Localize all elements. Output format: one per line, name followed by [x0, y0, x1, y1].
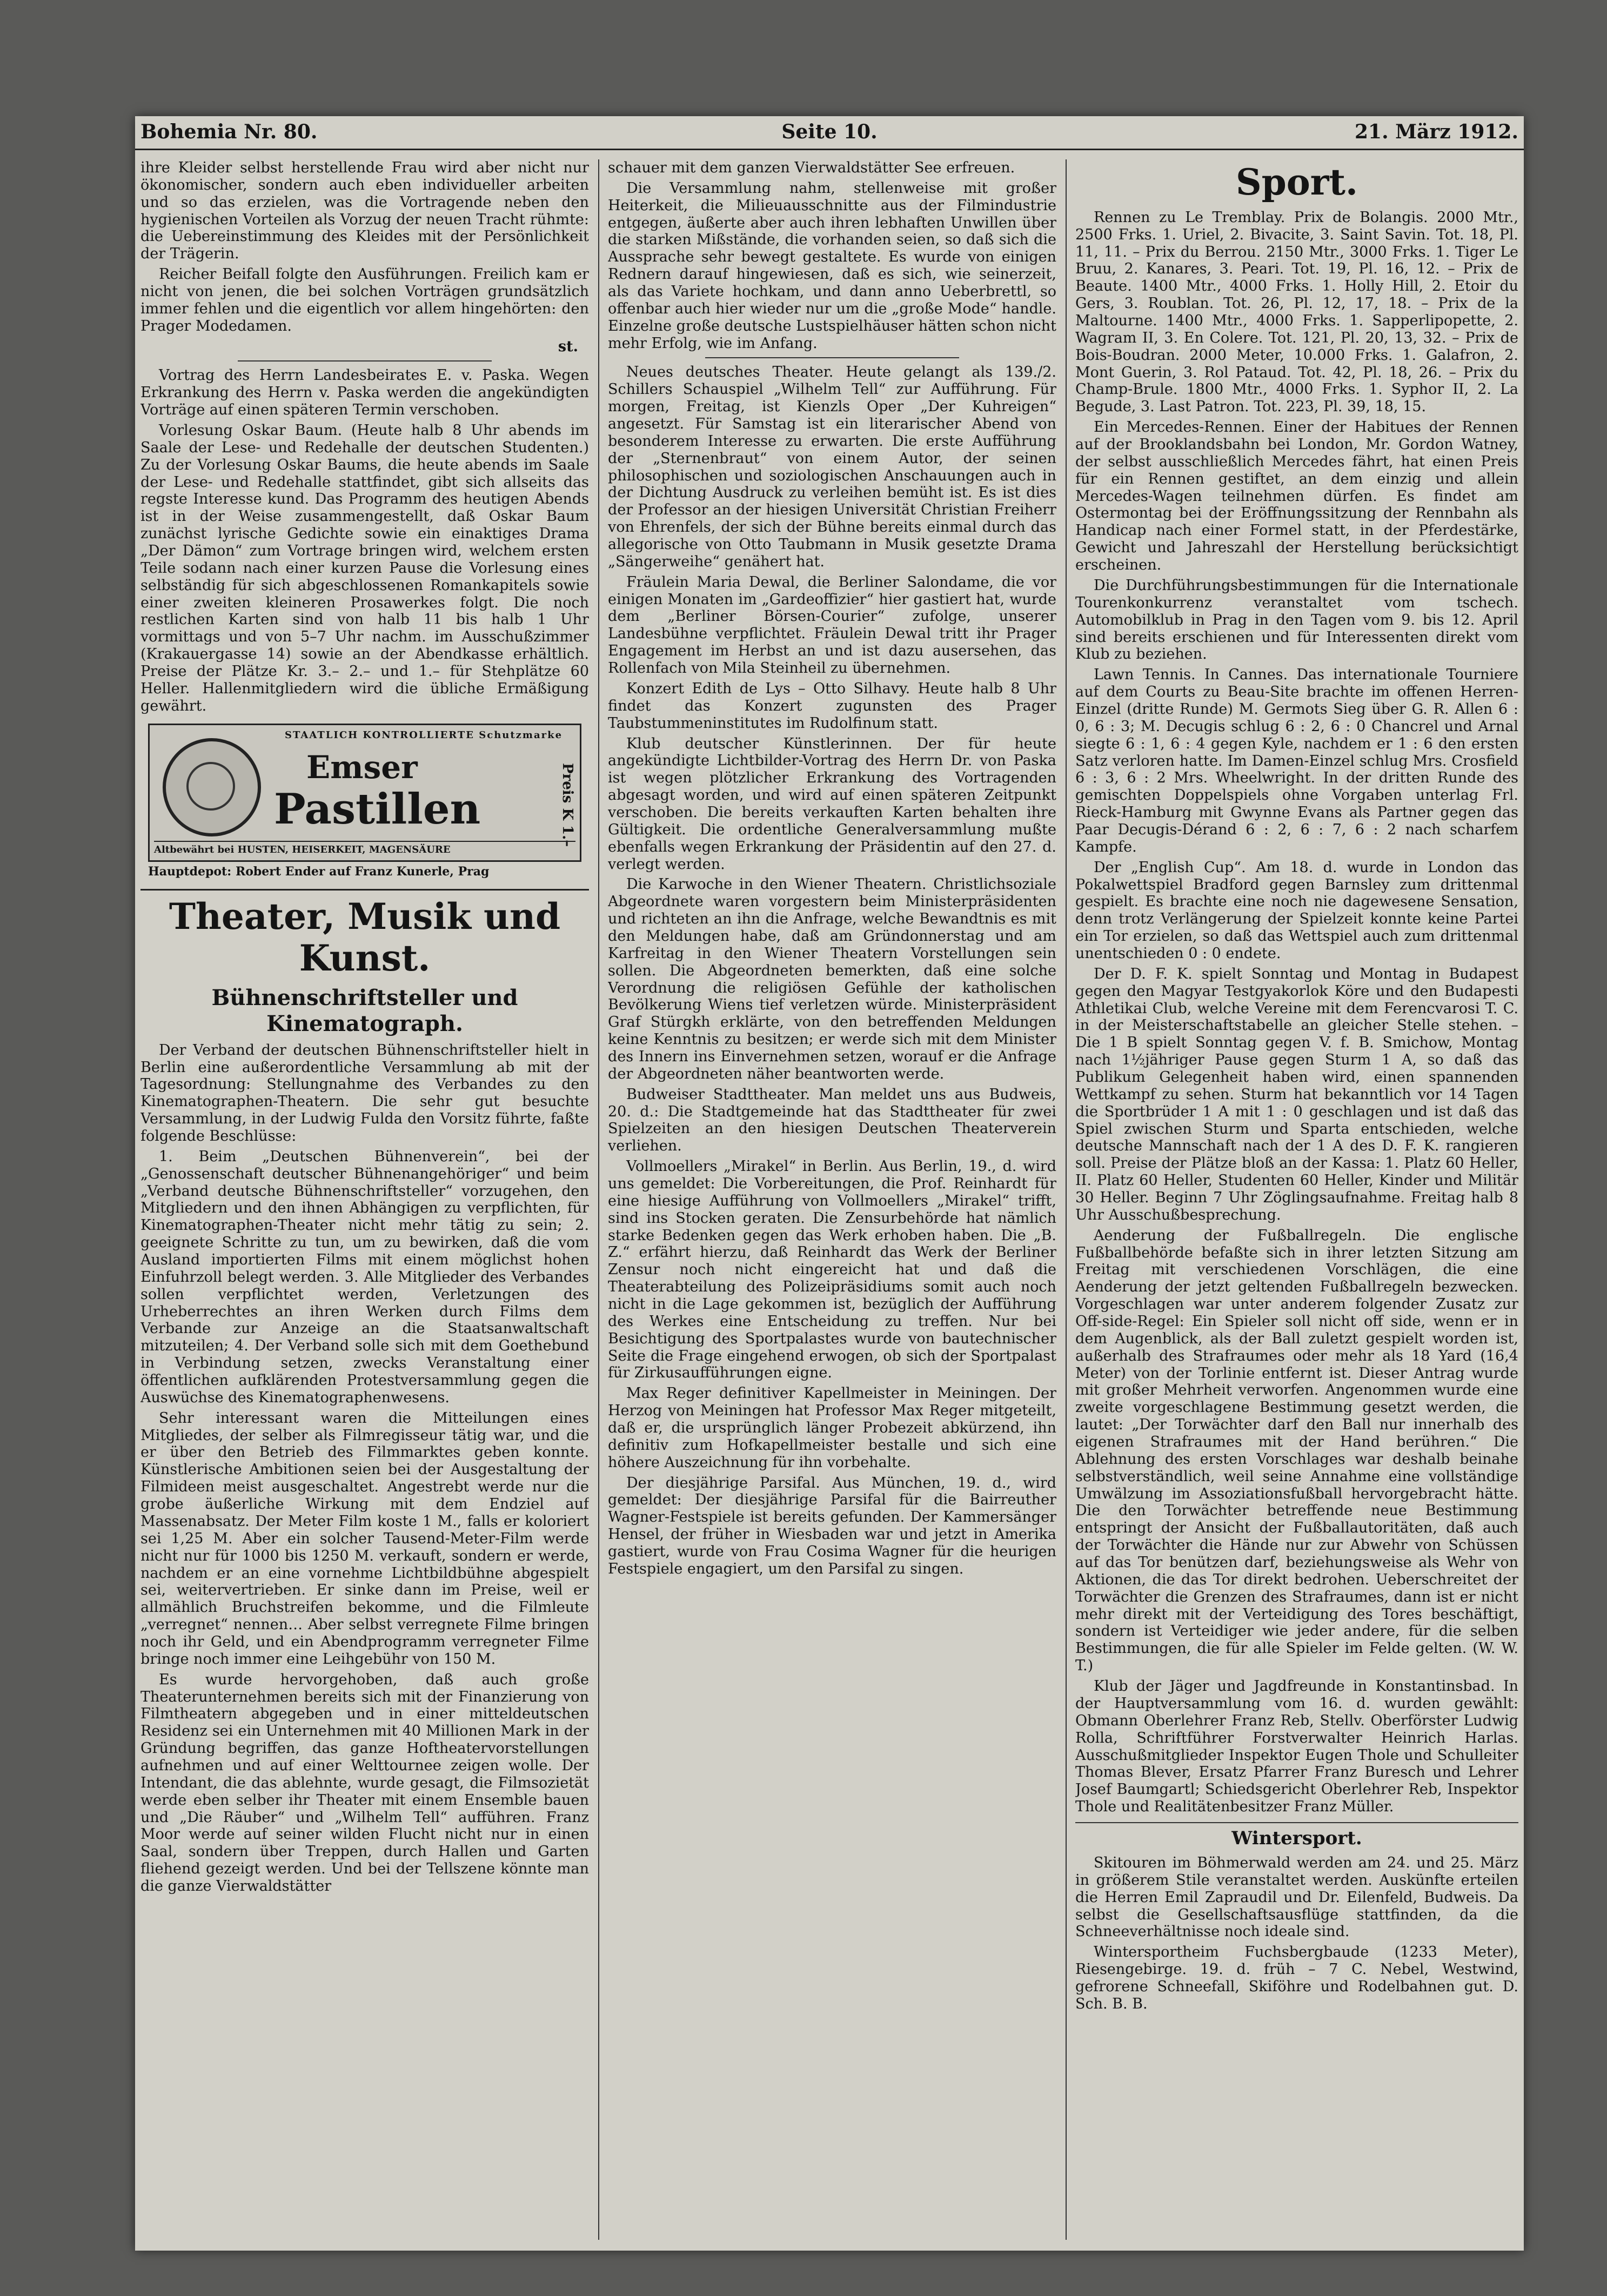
notice-mercedes-rennen: Ein Mercedes-Rennen. Einer der Habitues der Rennen auf der Brooklandsbahn bei London, Mr. Gordon Watney, der selbst ausschließlich Mercedes fährt, hat einen Preis für ein Rennen gestiftet, an dem einzig und allein Mercedes-Wagen teilnehmen dürfen. Es findet am Ostermontag bei der Eröffnungssitzung der Rennbahn als Handicap nach einer Formel statt, in der Pferdestärke, Gewicht und Jahreszahl der Herstellung berücksichtigt erscheinen. [1075, 419, 1518, 574]
ad-product-name: Pastillen [274, 784, 481, 834]
notice-dfk: Der D. F. K. spielt Sonntag und Montag in Budapest gegen den Magyar Testgyakorlok Köre und den Budapesti Athletikai Club, welche Vereine mit dem Ferencvarosi T. C. in der Meisterschaftstabelle an gleicher Stelle stehen. – Die 1 B spielt Sonntag gegen V. f. B. Smichow, Montag nach 1½jähriger Pause gegen Sturm 1 A, so daß das Publikum Gelegenheit haben wird, einen spannenden Wettkampf zu sehen. Sturm hat bekanntlich vor 14 Tagen die Sportbrüder 1 A mit 1 : 0 geschlagen und ist daß das Spiel zwischen Sturm und Sparta entschieden, welche deutsche Mannschaft nach der 1 A des D. F. K. rangieren soll. Preise der Plätze bloß an der Kassa: 1. Platz 60 Heller, II. Platz 60 Heller, Studenten 60 Heller, Kinder und Militär 30 Heller. Beginn 7 Uhr Zöglingsaufnahme. Freitag halb 8 Uhr Ausschußbesprechung. [1075, 965, 1518, 1223]
notice-konzert: Konzert Edith de Lys – Otto Silhavy. Heute halb 8 Uhr findet das Konzert zugunsten des Prager Taubstummeninstitutes im Rudolfinum statt. [608, 680, 1056, 732]
emser-pastillen-advertisement [148, 724, 581, 862]
article-paragraph: Sehr interessant waren die Mitteilungen eines Mitgliedes, der selber als Filmregisseur tätig war, und die er über den Betrieb des Filmmarktes geben konnte. Künstlerische Ambitionen seien bei der Ausgestaltung der Filmideen meist ausgeschaltet. Angestrebt werde nur die grobe äußerliche Wirkung mit dem Endziel auf Massenabsatz. Der Meter Film koste 1 M., falls er koloriert sei 1,25 M. Aber ein solcher Tausend-Meter-Film werde nicht nur für 1000 bis 1250 M. verkauft, sondern er werde, nachdem er an eine vornehme Lichtbildbühne abgespielt sei, weitervertrieben. Er sinke dann im Preise, weil er allmählich Bruchstreifen bekomme, und die Filmleute „verregnet“ nennen… Aber selbst verregnete Filme bringen noch ihr Geld, und ein Abendprogramm verregneter Filme bringe noch immer eine Leihgebühr von 150 M. [140, 1409, 589, 1668]
notice-budweiser-stadttheater: Budweiser Stadttheater. Man meldet uns aus Budweis, 20. d.: Die Stadtgemeinde hat das Stadttheater für zwei Spielzeiten an den hiesigen Deutschen Theaterverein verliehen. [608, 1086, 1056, 1155]
column-3 [1075, 159, 1518, 2240]
notice-oskar-baum: Vorlesung Oskar Baum. (Heute halb 8 Uhr abends im Saale der Lese- und Redehalle der deutschen Studenten.) Zu der Vorlesung Oskar Baums, die heute abends im Saale der Lese- und Redehalle stattfindet, gibt sich allseits das regste Interesse kund. Das Programm des heutigen Abends ist in der Weise zusammengestellt, daß Oskar Baum zunächst lyrische Gedichte sowie ein einaktiges Drama „Der Dämon“ zum Vortrage bringen wird, welchem ersten Teile sodann nach einer kurzen Pause die Vorlesung eines selbständig für sich abgeschlossenen Romankapitels sowie einer zweiten kleineren Prosawerkes folgt. Die noch restlichen Karten sind von halb 11 bis halb 1 Uhr vormittags und von 5–7 Uhr nachm. im Ausschußzimmer (Krakauergasse 14) sowie an der Abendkasse erhältlich. Preise der Plätze Kr. 3.– 2.– und 1.– für Stehplätze 60 Heller. Hallenmitgliedern wird die übliche Ermäßigung gewährt. [140, 422, 589, 714]
section-title-theater: Theater, Musik und Kunst. [140, 889, 589, 980]
notice-fuchsbergbaude: Wintersportheim Fuchsbergbaude (1233 Meter), Riesengebirge. 19. d. früh – 7 C. Nebel, Westwind, gefrorene Schneefall, Skiföhre und Rodelbahnen gut. D. Sch. B. B. [1075, 1944, 1518, 2012]
notice-tourenkonkurrenz: Die Durchführungsbestimmungen für die Internationale Tourenkonkurrenz veranstaltet vom tschech. Automobilklub in Prag in den Tagen vom 9. bis 12. April sind bereits erschienen und für Interessenten direkt vom Klub zu beziehen. [1075, 577, 1518, 663]
notice-mirakel: Vollmoellers „Mirakel“ in Berlin. Aus Berlin, 19., d. wird uns gemeldet: Die Vorbereitungen, die Prof. Reinhardt für eine hiesige Aufführung von Vollmoellers „Mirakel“ trifft, sind ins Stocken geraten. Die Zensurbehörde hat nämlich starke Bedenken gegen das Werk erhoben haben. Die „B. Z.“ erfährt hierzu, daß Reinhardt das Werk der Berliner Zensur noch nicht eingereicht hat und daß die Theaterabteilung des Polizeipräsidiums somit auch noch nicht in die Lage gekommen ist, bezüglich der Aufführung des Werkes eine Entscheidung zu treffen. Nur bei Besichtigung des Sportpalastes wurde von bautechnischer Seite die Frage eingehend erwogen, ob sich der Sportpalast für Zirkusaufführungen eigne. [608, 1158, 1056, 1382]
notice-jaeger-klub: Klub der Jäger und Jagdfreunde in Konstantinsbad. In der Hauptversammlung vom 16. d. wurden gewählt: Obmann Oberlehrer Franz Reb, Stellv. Oberförster Ludwig Rolla, Schriftführer Forstverwalter Heinrich Harlas. Ausschußmitglieder Inspektor Eugen Thole und Schulleiter Thomas Blever, Ersatz Pfarrer Franz Buresch und Lehrer Josef Baumgartl; Schiedsgericht Oberlehrer Reb, Inspektor Thole und Realitätenbesitzer Franz Müller. [1075, 1678, 1518, 1816]
separator [238, 360, 492, 362]
column-2 [608, 159, 1056, 2240]
ad-control-mark: STAATLICH KONTROLLIERTE Schutzmarke [285, 729, 563, 741]
column-rule-1 [598, 159, 599, 2240]
issue-date: 21. März 1912. [1354, 121, 1518, 143]
notice-paska: Vortrag des Herrn Landesbeirates E. v. Paska. Wegen Erkrankung des Herrn v. Paska werden die angekündigten Vorträge auf einen späteren Termin verschoben. [140, 367, 589, 419]
ad-price: Preis K 1.– [559, 762, 575, 847]
ad-brand-name: Emser [306, 748, 418, 786]
ad-depot-line: Hauptdepot: Robert Ender auf Franz Kunerle, Prag [148, 864, 490, 879]
article-paragraph: Der Verband der deutschen Bühnenschriftsteller hielt in Berlin eine außerordentliche Versammlung ab mit der Tagesordnung: Stellungnahme des Verbandes zu den Kinematographen-Theatern. Die sehr gut besuchte Versammlung, in der Ludwig Fulda den Vorsitz führte, faßte folgende Beschlüsse: [140, 1041, 589, 1145]
notice-karwoche-wien: Die Karwoche in den Wiener Theatern. Christlichsoziale Abgeordnete waren vorgestern beim Ministerpräsidenten und richteten an ihn die Anfrage, welche Bewandtnis es mit den Meldungen habe, daß am Gründonnerstag und am Karfreitag in den Wiener Theatern Vorstellungen sein sollen. Die Abgeordneten bemerkten, daß eine solche Verordnung die religiösen Gefühle der katholischen Bevölkerung Wiens tief verletzen würde. Ministerpräsident Graf Stürgkh erklärte, von den betreffenden Meldungen keine Kenntnis zu besitzen; er werde sich mit dem Minister des Innern ins Einvernehmen setzen, worauf er die Anfrage der Abgeordneten näher beantworten werde. [608, 876, 1056, 1082]
page-header [135, 116, 1524, 150]
seal-emblem-icon [163, 738, 261, 836]
page-number: Seite 10. [781, 121, 878, 143]
notice-maria-dewal: Fräulein Maria Dewal, die Berliner Salondame, die vor einigen Monaten im „Gardeoffizier“ hier gastiert hat, wurde dem „Berliner Börsen-Courier“ zufolge, unserer Landesbühne verpflichtet. Fräulein Dewal tritt ihr Prager Engagement im Herbst an und ist dazu ausersehen, das Rollenfach von Mila Steinheil zu übernehmen. [608, 573, 1056, 677]
article-paragraph: Es wurde hervorgehoben, daß auch große Theaterunternehmen bereits sich mit der Finanzierung von Filmtheatern abgegeben und in einer mitteldeutschen Residenz sei ein Unternehmen mit 40 Millionen Mark in der Gründung begriffen, das ganze Hoftheatervorstellungen aufnehmen und auf einer Welttournee zeigen wolle. Der Intendant, die das ablehnte, wurde gesagt, die Filmsozietät werde eben selber ihr Theater mit einem Ensemble bauen und „Die Räuber“ und „Wilhelm Tell“ aufführen. Franz Moor werde auf seiner wilden Flucht nicht nur in einen Saal, sondern über Treppen, durch Hallen und Garten fliehend gezeigt werden. Und bei der Tellszene könnte man die ganze Vierwaldstätter [140, 1671, 589, 1895]
notice-fussballregeln: Aenderung der Fußballregeln. Die englische Fußballbehörde befaßte sich in ihrer letzten Sitzung am Freitag mit verschiedenen Vorschlägen, die eine Aenderung der jetzt geltenden Fußballregeln bezwecken. Vorgeschlagen war unter anderem folgender Zusatz zur Off-side-Regel: Ein Spieler soll nicht off side, wenn er in dem Augenblick, als der Ball zuletzt gespielt worden ist, außerhalb des Strafraumes oder mehr als 18 Yard (16,4 Meter) von der Torlinie entfernt ist. Dieser Antrag wurde mit großer Mehrheit verworfen. Angenommen wurde eine zweite vorgeschlagene Bestimmung gesetzt werden, die lautet: „Der Torwächter darf den Ball nur innerhalb des eigenen Strafraumes mit der Hand berühren.“ Die Ablehnung des ersten Vorschlages war deshalb beinahe selbstverständlich, weil seine Annahme eine vollständige Umwälzung im Assoziationsfußball hervorgebracht hätte. Die den Torwächter betreffende neue Bestimmung entspringt der Ansicht der Fußballautoritäten, daß auch der Torwächter die Hände nur zur Abwehr von Schüssen auf das Tor benützen darf, beziehungsweise als Wehr von Aktionen, die das Tor direkt bedrohen. Ueberschreitet der Torwächter die Grenzen des Strafraumes, dann ist er nicht mehr direkt mit der Verteidigung des Tores beschäftigt, sondern ist Verteidiger wie jeder andere, für die selben Bestimmungen, die für alle Spieler im Felde gelten. (W. W. T.) [1075, 1227, 1518, 1675]
notice-lawn-tennis: Lawn Tennis. In Cannes. Das internationale Tourniere auf dem Courts zu Beau-Site brachte im offenen Herren-Einzel (dritte Runde) M. Germots Sieg über G. R. Allen 6 : 0, 6 : 3; M. Decugis schlug 6 : 2, 6 : 0 Chancrel und Arnal siegte 6 : 1, 6 : 4 gegen Kyle, nachdem er 1 : 6 den ersten Satz verloren hatte. Im Damen-Einzel schlug Mrs. Crosfield 6 : 3, 6 : 2 Mrs. Wheelwright. In der dritten Runde des gemischten Doppelspiels ohne Vorgaben unterlag Frl. Rieck-Hamburg mit Gwynne Evans als Partner gegen das Paar Decugis-Dérand 6 : 2, 6 : 7, 6 : 2 nach scharfem Kampfe. [1075, 666, 1518, 855]
issue-number: Bohemia Nr. 80. [140, 121, 318, 143]
column-rule-2 [1066, 159, 1067, 2240]
fashion-article-end: ihre Kleider selbst herstellende Frau wird aber nicht nur ökonomischer, sondern auch eben individueller arbeiten und so das erzielen, was die Vortragende neben den hygienischen Vorteilen als Vorzug der neuen Tracht rühmte: die Uebereinstimmung des Kleides mit der Persönlichkeit der Trägerin. [140, 159, 589, 263]
notice-tremblay-races: Rennen zu Le Tremblay. Prix de Bolangis. 2000 Mtr., 2500 Frks. 1. Uriel, 2. Bivacite, 3. Saint Savin. Tot. 18, Pl. 11, 11. – Prix du Berrou. 2150 Mtr., 3000 Frks. 1. Tiger Le Bruu, 2. Kanares, 3. Peari. Tot. 19, Pl. 16, 12. – Prix de Beaute. 1400 Mtr., 4000 Frks. 1. Holly Hill, 2. Etoir du Gers, 3. Roublan. Tot. 26, Pl. 12, 17, 18. – Prix de la Maltourne. 1400 Mtr., 4000 Frks. 1. Sapperlipopette, 2. Wagram II, 3. En Colere. Tot. 121, Pl. 20, 13, 32. – Prix de Bois-Boudran. 2000 Meter, 10.000 Frks. 1. Galafron, 2. Mont Guerin, 3. Rol Pataud. Tot. 42, Pl. 18, 26. – Prix du Champ-Brule. 1800 Mtr., 4000 Frks. 1. Syphor II, 2. La Begude, 3. Last Patron. Tot. 223, Pl. 39, 18, 15. [1075, 209, 1518, 416]
article-title-kinematograph: Bühnenschriftsteller und Kinematograph. [211, 985, 518, 1036]
article-paragraph: Die Versammlung nahm, stellenweise mit großer Heiterkeit, die Milieuausschnitte aus der Filmindustrie entgegen, äußerte aber auch ihren lebhaften Unwillen über die starken Mißstände, die vorhanden seien, so daß sich die Aussprache sehr bewegt gestaltete. Es wurde von einigen Rednern darauf hingewiesen, daß es sich, wie seinerzeit, als das Variete hochkam, und dann anno Ueberbrettl, so offenbar auch hier wieder nur um die „große Mode“ handle. Einzelne große deutsche Lustspielhäuser hätten schon nicht mehr Erfolg, wie im Anfang. [608, 179, 1056, 352]
author-signature: st. [558, 338, 578, 355]
newspaper-page [135, 116, 1524, 2251]
notice-neues-deutsches-theater: Neues deutsches Theater. Heute gelangt als 139./2. Schillers Schauspiel „Wilhelm Tell“ zur Aufführung. Für morgen, Freitag, ist Kienzls Oper „Der Kuhreigen“ angesetzt. Für Samstag ist ein literarischer Abend von besonderem Interesse zu erwarten. Die erste Aufführung der „Sternenbraut“ von einem Autor, der seinen philosophischen und soziologischen Anschauungen auch in der Dichtung Ausdruck zu verleihen bemüht ist. Es ist dies der Professor an der hiesigen Universität Christian Freiherr von Ehrenfels, der sich der Bühne bereits einmal durch das allegorische von Otto Taubmann in Musik gesetzte Drama „Sängerweihe“ genähert hat. [608, 364, 1056, 570]
separator [705, 357, 959, 358]
notice-english-cup: Der „English Cup“. Am 18. d. wurde in London das Pokalwettspiel Bradford gegen Barnsley zum drittenmal gespielt. Es brachte eine noch nie dagewesene Sensation, denn trotz Verlängerung der Spielzeit konnte keine Partei ein Tor erzielen, so daß das Wettspiel auch zum drittenmal unentschieden 0 : 0 endete. [1075, 859, 1518, 962]
fashion-article-applause: Reicher Beifall folgte den Ausführungen. Freilich kam er nicht von jenen, die bei solchen Vorträgen grundsätzlich immer fehlen und die eigentlich vor allem hingehörten: den Prager Modedamen. [140, 266, 589, 334]
section-title-sport: Sport. [1235, 161, 1358, 203]
notice-max-reger: Max Reger definitiver Kapellmeister in Meiningen. Der Herzog von Meiningen hat Professor Max Reger mitgeteilt, daß er, die ursprünglich länger Probezeit abkürzend, ihn definitiv zum Hofkapellmeister bestalle und sich eine höhere Auszeichnung für ihn vorbehalte. [608, 1385, 1056, 1471]
notice-skitouren: Skitouren im Böhmerwald werden am 24. und 25. März in größerem Stile veranstaltet werden. Auskünfte erteilen die Herren Emil Zapraudil und Dr. Eilenfeld, Budweis. Da selbst die Gesellschaftsausflüge stattfinden, da die Schneeverhältnisse noch ideale sind. [1075, 1855, 1518, 1940]
notice-parsifal: Der diesjährige Parsifal. Aus München, 19. d., wird gemeldet: Der diesjährige Parsifal für die Bairreuther Wagner-Festspiele ist bereits gefunden. Der Kammersänger Hensel, der früher in Wiesbaden war und jetzt in Amerika gastiert, wurde von Frau Cosima Wagner für die heurigen Festspiele engagiert, um den Parsifal zu singen. [608, 1474, 1056, 1577]
ad-tagline: Altbewährt bei HUSTEN, HEISERKEIT, MAGENSÄURE [154, 841, 575, 855]
notice-klub-kuenstlerinnen: Klub deutscher Künstlerinnen. Der für heute angekündigte Lichtbilder-Vortrag des Herrn Dr. von Paska ist wegen plötzlicher Erkrankung des Vortragenden abgesagt worden, und wird auf einen späteren Zeitpunkt verschoben. Die bereits verkauften Karten behalten ihre Gültigkeit. Die ordentliche Generalversammlung mußte ebenfalls wegen Erkrankung der Präsidentin auf den 27. d. verlegt werden. [608, 735, 1056, 873]
article-paragraph: 1. Beim „Deutschen Bühnenverein“, bei der „Genossenschaft deutscher Bühnenangehöriger“ und beim „Verband deutsche Bühnenschriftsteller“ vorzugehen, den Mitgliedern und den ihnen Abhängigen zu verpflichten, für Kinematographen-Theater nicht mehr tätig zu sein; 2. geeignete Schritte zu tun, um zu bewirken, daß die vom Ausland importierten Films mit einem möglichst hohen Einfuhrzoll belegt werden. 3. Alle Mitglieder des Verbandes sollen verpflichtet werden, Verletzungen des Urheberrechtes an ihren Werken durch Films dem Verbande zur Anzeige an die Staatsanwaltschaft mitzuteilen; 4. Der Verband solle sich mit dem Goethebund in Verbindung setzen, zwecks Veranstaltung einer öffentlichen aufklärenden Protestversammlung gegen die Auswüchse des Kinematographenwesens. [140, 1148, 589, 1406]
section-title-wintersport: Wintersport. [1075, 1822, 1518, 1849]
column-1 [140, 159, 589, 2240]
article-paragraph: schauer mit dem ganzen Vierwaldstätter See erfreuen. [608, 159, 1015, 176]
